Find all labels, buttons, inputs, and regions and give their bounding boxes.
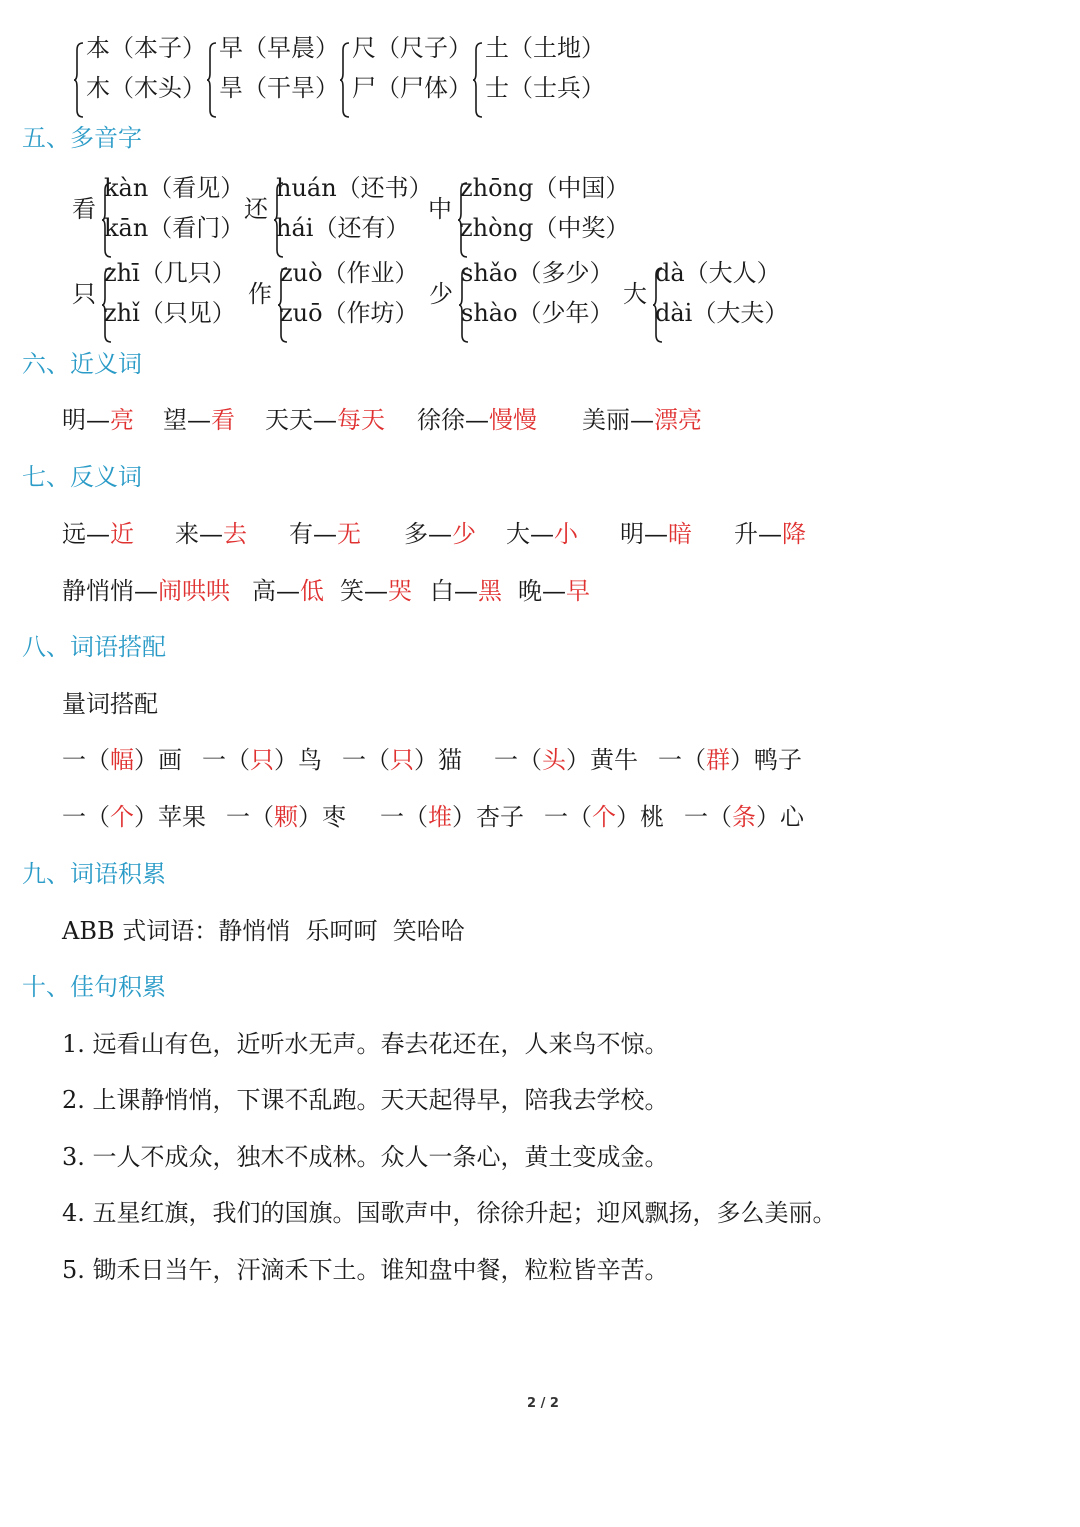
page-number: 2 / 2 [527, 1396, 559, 1411]
measure-word-item [494, 740, 638, 775]
answer-word: 只 [390, 746, 414, 774]
prefix: 一（ [62, 803, 110, 831]
sentence-item: 2. 上课静悄悄，下课不乱跑。天天起得早，陪我去学校。 [62, 1086, 669, 1114]
answer-word: 小 [554, 520, 578, 548]
answer-word: 漂亮 [654, 406, 702, 434]
suffix: ）心 [756, 803, 804, 831]
section-heading-polyphonic: 五、多音字 [22, 124, 142, 152]
suffix: ）画 [134, 746, 182, 774]
suffix: ）鸟 [274, 746, 322, 774]
suffix: ）黄牛 [566, 746, 638, 774]
pinyin-top: zhōng（中国） [460, 174, 630, 202]
suffix: ）鸭子 [730, 746, 802, 774]
word: 升— [734, 520, 782, 548]
word: 天天— [265, 406, 337, 434]
similar-char-top: 尺（尺子） [352, 34, 472, 62]
pinyin-bottom: dài（大夫） [655, 299, 789, 327]
pinyin-bottom: zhǐ（只见） [104, 299, 236, 327]
answer-word: 幅 [110, 746, 134, 774]
answer-word: 去 [223, 520, 247, 548]
antonym-pair [506, 514, 578, 549]
prefix: 一（ [380, 803, 428, 831]
answer-word: 哭 [388, 577, 412, 605]
polyphonic-char: 还 [244, 195, 268, 223]
brace-icon [207, 42, 217, 118]
synonym-pair [582, 400, 702, 435]
synonym-pair [163, 400, 235, 435]
section-heading-antonyms: 七、反义词 [22, 463, 142, 491]
measure-word-item [202, 740, 322, 775]
sentence-item: 5. 锄禾日当午，汗滴禾下土。谁知盘中餐，粒粒皆辛苦。 [62, 1256, 669, 1284]
similar-char-group-4 [473, 34, 613, 122]
suffix: ）桃 [616, 803, 664, 831]
pinyin-top: huán（还书） [276, 174, 433, 202]
pinyin-top: shǎo（多少） [461, 259, 614, 287]
polyphonic-group-1 [72, 174, 245, 262]
prefix: 一（ [62, 746, 110, 774]
similar-char-top: 本（本子） [86, 34, 206, 62]
similar-char-top: 早（早晨） [219, 34, 339, 62]
pinyin-bottom: shào（少年） [461, 299, 614, 327]
answer-word: 条 [732, 803, 756, 831]
answer-word: 只 [250, 746, 274, 774]
synonym-pair [62, 400, 134, 435]
brace-icon [473, 42, 483, 118]
word: 明— [62, 406, 110, 434]
pinyin-bottom: zuō（作坊） [280, 299, 419, 327]
sentence-item: 4. 五星红旗，我们的国旗。国歌声中，徐徐升起；迎风飘扬，多么美丽。 [62, 1199, 837, 1227]
antonym-pair [289, 514, 361, 549]
prefix: 一（ [658, 746, 706, 774]
polyphonic-char: 只 [72, 280, 96, 308]
answer-word: 暗 [668, 520, 692, 548]
answer-word: 慢慢 [489, 406, 537, 434]
antonym-pair [620, 514, 692, 549]
section-heading-synonyms: 六、近义词 [22, 350, 142, 378]
answer-word: 黑 [478, 577, 502, 605]
subheading-measure-words: 量词搭配 [62, 690, 158, 718]
brace-icon [340, 42, 350, 118]
answer-word: 个 [592, 803, 616, 831]
answer-word: 亮 [110, 406, 134, 434]
polyphonic-group-2 [244, 174, 434, 262]
word: 大— [506, 520, 554, 548]
polyphonic-group-6 [429, 259, 629, 347]
answer-word: 颗 [274, 803, 298, 831]
suffix: ）猫 [414, 746, 462, 774]
polyphonic-char: 大 [623, 280, 647, 308]
synonym-pair [417, 400, 537, 435]
section-heading-good-sentences: 十、佳句积累 [22, 973, 166, 1001]
brace-icon [74, 42, 84, 118]
word: 来— [175, 520, 223, 548]
answer-word: 低 [300, 577, 324, 605]
similar-char-group-3 [340, 34, 480, 122]
pinyin-bottom: hái（还有） [276, 214, 410, 242]
antonym-pair [175, 514, 247, 549]
antonym-pair [252, 571, 324, 606]
word: 远— [62, 520, 110, 548]
word: 静悄悄— [62, 577, 158, 605]
measure-word-item [62, 740, 182, 775]
answer-word: 群 [706, 746, 730, 774]
measure-word-item [342, 740, 462, 775]
antonym-pair [430, 571, 502, 606]
similar-char-group-1 [74, 34, 214, 122]
polyphonic-char: 看 [72, 195, 96, 223]
answer-word: 闹哄哄 [158, 577, 230, 605]
word: 多— [404, 520, 452, 548]
answer-word: 看 [211, 406, 235, 434]
measure-word-item [226, 797, 346, 832]
pinyin-top: zuò（作业） [280, 259, 419, 287]
pinyin-bottom: kān（看门） [104, 214, 245, 242]
polyphonic-char: 作 [248, 280, 272, 308]
synonym-pair [265, 400, 385, 435]
similar-char-bottom: 士（士兵） [485, 74, 605, 102]
word: 望— [163, 406, 211, 434]
pinyin-top: zhī（几只） [104, 259, 236, 287]
antonym-pair [340, 571, 412, 606]
answer-word: 近 [110, 520, 134, 548]
measure-word-item [684, 797, 804, 832]
word: 笑— [340, 577, 388, 605]
section-heading-word-matching: 八、词语搭配 [22, 633, 166, 661]
polyphonic-group-4 [72, 259, 242, 347]
polyphonic-group-7 [623, 259, 803, 347]
word: 美丽— [582, 406, 654, 434]
answer-word: 无 [337, 520, 361, 548]
pinyin-bottom: zhòng（中奖） [460, 214, 630, 242]
word: 晚— [518, 577, 566, 605]
answer-word: 个 [110, 803, 134, 831]
section-heading-word-accumulation: 九、词语积累 [22, 860, 166, 888]
suffix: ）枣 [298, 803, 346, 831]
abb-words-line: ABB 式词语：静悄悄 乐呵呵 笑哈哈 [62, 917, 465, 945]
measure-word-item [62, 797, 206, 832]
similar-char-bottom: 木（木头） [86, 74, 206, 102]
word: 白— [430, 577, 478, 605]
similar-char-bottom: 尸（尸体） [352, 74, 472, 102]
pinyin-top: dà（大人） [655, 259, 781, 287]
measure-word-item [658, 740, 802, 775]
antonym-pair [734, 514, 806, 549]
measure-word-item [380, 797, 524, 832]
pinyin-top: kàn（看见） [104, 174, 245, 202]
suffix: ）苹果 [134, 803, 206, 831]
word: 徐徐— [417, 406, 489, 434]
word: 高— [252, 577, 300, 605]
word: 明— [620, 520, 668, 548]
prefix: 一（ [684, 803, 732, 831]
answer-word: 早 [566, 577, 590, 605]
polyphonic-char: 中 [428, 195, 452, 223]
answer-word: 头 [542, 746, 566, 774]
antonym-pair [62, 514, 134, 549]
antonym-pair [404, 514, 476, 549]
polyphonic-group-3 [428, 174, 630, 262]
polyphonic-char: 少 [429, 280, 453, 308]
answer-word: 堆 [428, 803, 452, 831]
sentence-item: 1. 远看山有色，近听水无声。春去花还在，人来鸟不惊。 [62, 1030, 669, 1058]
similar-char-top: 土（土地） [485, 34, 605, 62]
measure-word-item [544, 797, 664, 832]
prefix: 一（ [544, 803, 592, 831]
prefix: 一（ [226, 803, 274, 831]
polyphonic-group-5 [248, 259, 428, 347]
similar-char-bottom: 旱（干旱） [219, 74, 339, 102]
prefix: 一（ [494, 746, 542, 774]
antonym-pair [62, 571, 230, 606]
suffix: ）杏子 [452, 803, 524, 831]
answer-word: 降 [782, 520, 806, 548]
similar-char-group-2 [207, 34, 347, 122]
answer-word: 少 [452, 520, 476, 548]
sentence-item: 3. 一人不成众，独木不成林。众人一条心，黄土变成金。 [62, 1143, 669, 1171]
antonym-pair [518, 571, 590, 606]
prefix: 一（ [342, 746, 390, 774]
answer-word: 每天 [337, 406, 385, 434]
prefix: 一（ [202, 746, 250, 774]
word: 有— [289, 520, 337, 548]
